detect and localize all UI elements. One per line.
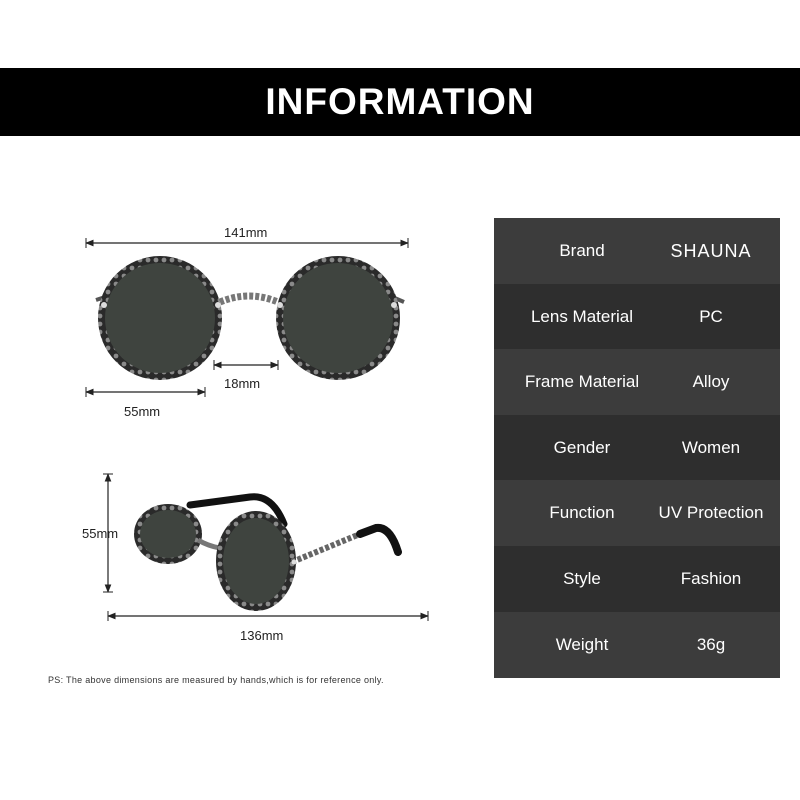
spec-label: Function — [549, 503, 615, 522]
spec-value: Women — [681, 438, 741, 457]
measurement-note: PS: The above dimensions are measured by hands,which is for reference only. — [48, 675, 384, 685]
spec-label: Lens Material — [530, 307, 634, 326]
spec-value: UV Protection — [658, 503, 764, 522]
spec-value: 36g — [696, 635, 726, 654]
page-title: INFORMATION — [265, 81, 535, 122]
spec-row-lens-material — [494, 284, 780, 350]
spec-row-frame-material — [494, 349, 780, 415]
spec-row-gender — [494, 415, 780, 481]
spec-value: Fashion — [680, 569, 742, 588]
bridge-label: 18mm — [224, 376, 261, 391]
spec-value: SHAUNA — [670, 240, 752, 261]
lens-width-label: 55mm — [124, 404, 161, 419]
temple-length-label: 136mm — [240, 628, 284, 643]
spec-label: Brand — [559, 241, 605, 260]
spec-label: Style — [563, 569, 601, 588]
spec-label: Gender — [553, 438, 611, 457]
spec-row-function — [494, 480, 780, 546]
lens-height-label: 55mm — [82, 526, 119, 541]
spec-row-brand — [494, 218, 780, 284]
front-view-glasses — [96, 256, 404, 380]
total-width-label: 141mm — [224, 225, 268, 240]
spec-label: Weight — [555, 635, 609, 654]
spec-row-style — [494, 546, 780, 612]
spec-row-weight — [494, 612, 780, 678]
spec-label: Frame Material — [524, 372, 640, 391]
spec-value: PC — [699, 307, 723, 326]
spec-value: Alloy — [692, 372, 730, 391]
spec-table — [494, 218, 780, 678]
side-view-glasses — [134, 497, 398, 611]
